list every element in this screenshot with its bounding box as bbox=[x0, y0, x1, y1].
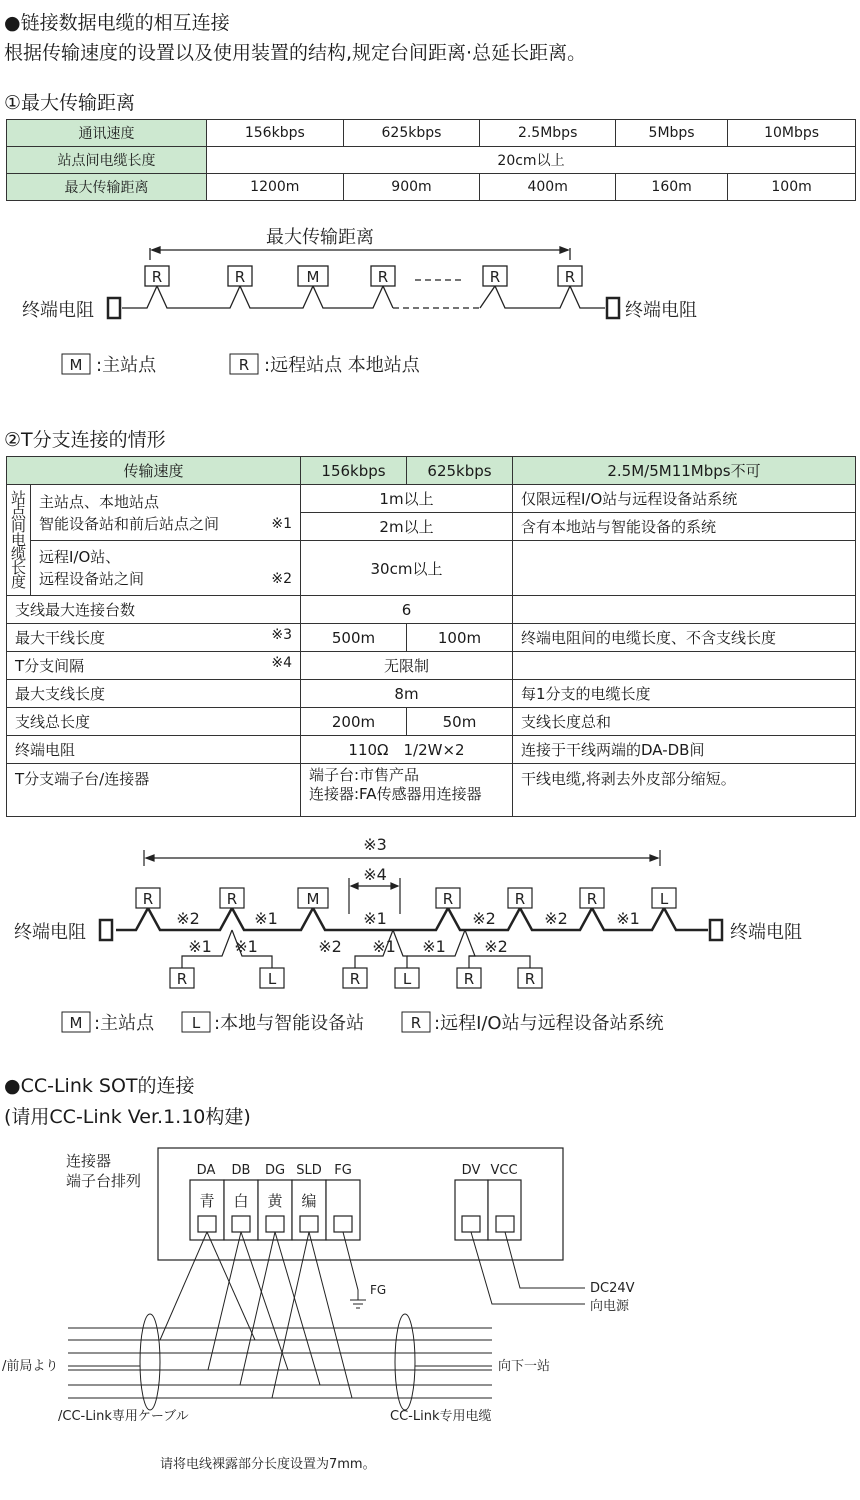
header-cell: 2.5M/5M11Mbps不可 bbox=[513, 457, 856, 485]
legend-r-box: R bbox=[238, 356, 250, 374]
table-row bbox=[7, 174, 856, 201]
station-label: R bbox=[489, 268, 501, 286]
legend-m-text: :主站点 bbox=[96, 355, 157, 376]
terminal-name: DV bbox=[461, 1163, 481, 1178]
remark-cell: 支线长度总和 bbox=[513, 708, 856, 736]
note-label: ※2 bbox=[318, 937, 342, 956]
table-row bbox=[7, 652, 856, 680]
wire-color: 编 bbox=[301, 1192, 317, 1210]
table-cell: 30cm以上 bbox=[301, 541, 513, 596]
section-title-link: ●链接数据电缆的相互连接 bbox=[4, 12, 230, 34]
note-label: ※1 bbox=[188, 937, 212, 956]
table-cell: 无限制 bbox=[301, 652, 513, 680]
table-row bbox=[7, 624, 856, 652]
cell-line: 连接器:FA传感器用连接器 bbox=[309, 785, 482, 803]
note-label: ※1 bbox=[254, 909, 278, 928]
block-label: 端子台排列 bbox=[66, 1172, 142, 1190]
note-label: ※2 bbox=[176, 909, 200, 928]
table-cell bbox=[301, 764, 513, 817]
section-description: 根据传输速度的设置以及使用装置的结构,规定台间距离·总延长距离。 bbox=[4, 42, 587, 64]
row-header: 通讯速度 bbox=[7, 120, 207, 147]
note-label: ※2 bbox=[544, 909, 568, 928]
table-row bbox=[7, 541, 856, 596]
power-label: 向电源 bbox=[590, 1299, 630, 1314]
branch-station-label: L bbox=[267, 970, 277, 988]
row-label: 支线最大连接台数 bbox=[7, 596, 301, 624]
table-cell: 160m bbox=[616, 174, 728, 201]
legend-r-text: :远程站点 本地站点 bbox=[264, 355, 420, 376]
table-cell: 100m bbox=[728, 174, 856, 201]
note-3-label: ※3 bbox=[363, 835, 387, 854]
terminal-name: SLD bbox=[296, 1163, 322, 1178]
table-cell: 2.5Mbps bbox=[480, 120, 616, 147]
row-label: 终端电阻 bbox=[7, 736, 301, 764]
fg-label: FG bbox=[370, 1283, 387, 1297]
row-header: 站点间电缆长度 bbox=[7, 147, 207, 174]
table-cell: 110Ω 1/2W×2 bbox=[301, 736, 513, 764]
terminal-name: DG bbox=[264, 1163, 286, 1178]
station-label: R bbox=[151, 268, 163, 286]
table-cell: 1m以上 bbox=[301, 485, 513, 513]
legend-r-box: R bbox=[410, 1014, 422, 1032]
row-label-line: 远程设备站之间 bbox=[39, 570, 145, 588]
wire-color: 白 bbox=[233, 1192, 249, 1210]
legend-m-box: M bbox=[69, 356, 83, 374]
branch-station-label: R bbox=[463, 970, 475, 988]
header-cell: 156kbps bbox=[301, 457, 407, 485]
station-label: R bbox=[377, 268, 389, 286]
t-branch-table bbox=[6, 456, 856, 817]
row-label-line: 远程I/O站、 bbox=[39, 548, 121, 566]
subsection-title-t-branch: ②T分支连接的情形 bbox=[4, 429, 166, 451]
from-label: /前局より bbox=[2, 1359, 59, 1374]
section-subtitle-cclink: (请用CC-Link Ver.1.10构建) bbox=[4, 1106, 251, 1128]
row-header: 最大传输距离 bbox=[7, 174, 207, 201]
cable-right-label: CC-Link专用电缆 bbox=[390, 1409, 492, 1424]
table-row bbox=[7, 457, 856, 485]
note-label: ※2 bbox=[484, 937, 508, 956]
remark-cell: 每1分支的电缆长度 bbox=[513, 680, 856, 708]
table-row bbox=[7, 147, 856, 174]
table-row bbox=[7, 680, 856, 708]
terminal-label-right: 终端电阻 bbox=[625, 300, 697, 321]
station-label: L bbox=[659, 890, 669, 908]
station-label: R bbox=[234, 268, 246, 286]
table-row bbox=[7, 708, 856, 736]
row-label-text: T分支间隔 bbox=[15, 657, 85, 675]
row-label: T分支端子台/连接器 bbox=[7, 764, 301, 817]
table-row bbox=[7, 764, 856, 817]
row-label bbox=[7, 652, 301, 680]
dc-label: DC24V bbox=[590, 1281, 635, 1296]
table-cell: 156kbps bbox=[207, 120, 344, 147]
wire-color: 黄 bbox=[267, 1192, 283, 1210]
terminal-label-left: 终端电阻 bbox=[14, 922, 86, 943]
wiring-diagram bbox=[0, 1140, 860, 1490]
cell-line: 端子台:市售产品 bbox=[309, 766, 420, 784]
note-label: ※1 bbox=[234, 937, 258, 956]
remark-cell: 仅限远程I/O站与远程设备站系统 bbox=[513, 485, 856, 513]
station-label: M bbox=[306, 890, 320, 908]
station-label: R bbox=[564, 268, 576, 286]
note-mark: ※3 bbox=[271, 627, 292, 643]
branch-station-label: L bbox=[402, 970, 412, 988]
remark-cell bbox=[513, 652, 856, 680]
t-branch-diagram bbox=[0, 830, 860, 1040]
table-cell: 20cm以上 bbox=[207, 147, 856, 174]
section-title-cclink: ●CC-Link SOT的连接 bbox=[4, 1075, 195, 1097]
table-row bbox=[7, 736, 856, 764]
branch-station-label: R bbox=[349, 970, 361, 988]
legend-m-text: :主站点 bbox=[94, 1013, 155, 1034]
branch-station-label: R bbox=[176, 970, 188, 988]
header-cell: 传输速度 bbox=[7, 457, 301, 485]
station-label: M bbox=[306, 268, 320, 286]
branch-station-label: R bbox=[524, 970, 536, 988]
note-label: ※1 bbox=[616, 909, 640, 928]
terminal-name: DB bbox=[231, 1163, 251, 1178]
row-label-text: 最大干线长度 bbox=[15, 629, 106, 647]
remark-cell: 连接于干线两端的DA-DB间 bbox=[513, 736, 856, 764]
terminal-label-left: 终端电阻 bbox=[22, 300, 94, 321]
station-label: R bbox=[514, 890, 526, 908]
footnote: 请将电线裸露部分长度设置为7mm。 bbox=[160, 1457, 376, 1472]
note-label: ※1 bbox=[363, 909, 387, 928]
remark-cell bbox=[513, 541, 856, 596]
remark-cell: 终端电阻间的电缆长度、不含支线长度 bbox=[513, 624, 856, 652]
table-row bbox=[7, 485, 856, 513]
table-cell: 900m bbox=[343, 174, 480, 201]
row-label bbox=[31, 541, 301, 596]
legend-m-box: M bbox=[69, 1014, 83, 1032]
legend-r-text: :远程I/O站与远程设备站系统 bbox=[434, 1013, 664, 1034]
subsection-title-max-distance: ①最大传输距离 bbox=[4, 92, 136, 114]
header-cell: 625kbps bbox=[407, 457, 513, 485]
row-label-line: 智能设备站和前后站点之间 bbox=[39, 514, 220, 533]
table-cell: 200m bbox=[301, 708, 407, 736]
note-mark: ※2 bbox=[271, 571, 292, 587]
table-cell: 5Mbps bbox=[616, 120, 728, 147]
row-label: 支线总长度 bbox=[7, 708, 301, 736]
row-label: 最大支线长度 bbox=[7, 680, 301, 708]
table-cell: 100m bbox=[407, 624, 513, 652]
note-mark: ※1 bbox=[271, 515, 292, 532]
max-distance-diagram bbox=[0, 220, 860, 390]
table-row bbox=[7, 596, 856, 624]
table-cell: 10Mbps bbox=[728, 120, 856, 147]
table-cell: 6 bbox=[301, 596, 513, 624]
terminal-label-right: 终端电阻 bbox=[730, 922, 802, 943]
remark-cell: 含有本地站与智能设备的系统 bbox=[513, 513, 856, 541]
legend-l-text: :本地与智能设备站 bbox=[214, 1013, 365, 1034]
terminal-name: FG bbox=[334, 1163, 352, 1178]
table-cell: 400m bbox=[480, 174, 616, 201]
table-cell: 1200m bbox=[207, 174, 344, 201]
table-cell: 500m bbox=[301, 624, 407, 652]
station-label: R bbox=[142, 890, 154, 908]
table-cell: 8m bbox=[301, 680, 513, 708]
note-mark: ※4 bbox=[271, 655, 292, 671]
cable-left-label: /CC-Link専用ケーブル bbox=[58, 1409, 189, 1424]
span-label: 最大传输距离 bbox=[266, 227, 374, 248]
remark-cell bbox=[513, 596, 856, 624]
note-label: ※2 bbox=[472, 909, 496, 928]
row-label bbox=[31, 485, 301, 541]
legend-l-box: L bbox=[191, 1014, 201, 1032]
block-label: 连接器 bbox=[66, 1152, 112, 1170]
wire-color: 青 bbox=[199, 1192, 215, 1210]
table-cell: 50m bbox=[407, 708, 513, 736]
terminal-name: DA bbox=[196, 1163, 216, 1178]
table-cell: 2m以上 bbox=[301, 513, 513, 541]
note-4-label: ※4 bbox=[363, 865, 387, 884]
row-label bbox=[7, 624, 301, 652]
remark-cell: 干线电缆,将剥去外皮部分缩短。 bbox=[513, 764, 856, 817]
note-label: ※1 bbox=[422, 937, 446, 956]
station-label: R bbox=[586, 890, 598, 908]
station-label: R bbox=[442, 890, 454, 908]
max-distance-table bbox=[6, 119, 856, 201]
station-label: R bbox=[226, 890, 238, 908]
table-cell: 625kbps bbox=[343, 120, 480, 147]
next-label: 向下一站 bbox=[498, 1359, 551, 1374]
row-label-line: 主站点、本地站点 bbox=[39, 492, 160, 511]
table-row bbox=[7, 120, 856, 147]
vertical-label: 站点间电缆长度 bbox=[7, 485, 31, 596]
note-label: ※1 bbox=[372, 937, 396, 956]
terminal-name: VCC bbox=[490, 1163, 518, 1178]
